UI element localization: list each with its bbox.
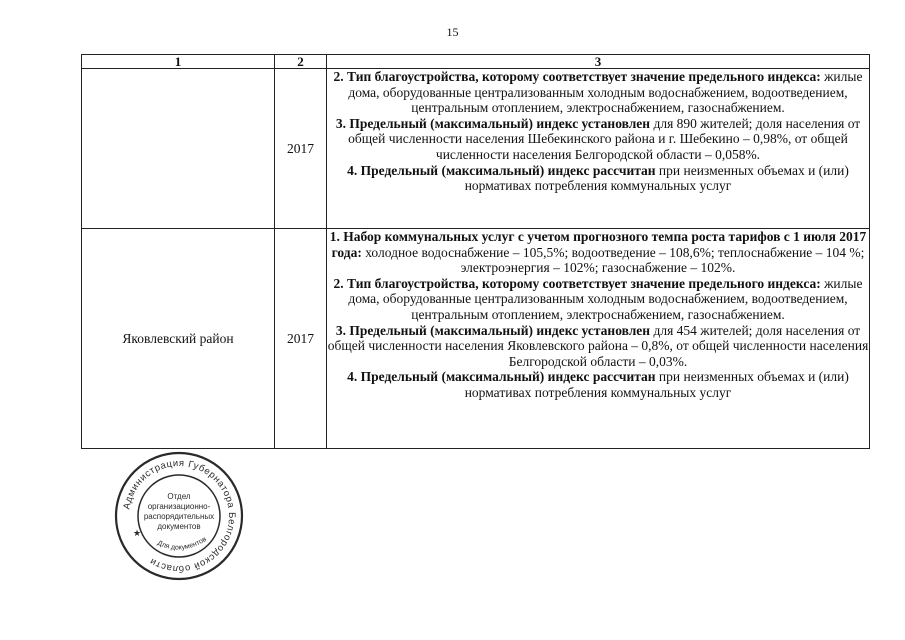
- paragraph-heading: 4. Предельный (максимальный) индекс рассчитан: [347, 162, 656, 178]
- paragraph-heading: 2. Тип благоустройства, которому соответствует значение предельного индекса:: [333, 69, 821, 84]
- page-number: 15: [446, 25, 459, 39]
- stamp-inner-line: распорядительных: [143, 512, 215, 521]
- description-cell: [327, 69, 870, 229]
- paragraph: [327, 369, 869, 400]
- stamp-ring-text: Администрация Губернатора Белгородской области: [121, 457, 238, 575]
- paragraph-text: при неизменных объемах и (или) нормативах потребления коммунальных услуг: [464, 162, 849, 194]
- paragraph-text: для 890 жителей; доля населения от общей численности населения Шебекинского района и г. Шебекино – 0,98%, от общей численности населения Белгородской области – 0,058%.: [348, 115, 861, 162]
- table-row: [82, 69, 870, 229]
- paragraph-heading: 1. Набор коммунальных услуг с учетом прогнозного темпа роста тарифов с 1 июля 2017 года:: [329, 229, 867, 260]
- paragraph-text: жилые дома, оборудованные централизованным холодным водоснабжением, водоотведением, центральным отоплением, электроснабжением, газоснабжением.: [348, 69, 863, 116]
- paragraph-text: при неизменных объемах и (или) нормативах потребления коммунальных услуг: [464, 369, 849, 400]
- paragraph: [327, 116, 869, 163]
- column-header-3: 3: [327, 55, 870, 69]
- paragraph: [327, 276, 869, 323]
- description-cell: [327, 229, 870, 449]
- stamp-bottom-text: Для документов: [156, 535, 208, 552]
- column-header-1: 1: [82, 55, 275, 69]
- stamp-inner-line: документов: [157, 522, 201, 531]
- paragraph: [327, 69, 869, 116]
- paragraph-heading: 3. Предельный (максимальный) индекс установлен: [335, 115, 651, 131]
- year-cell: 2017: [275, 229, 327, 449]
- stamp-inner-line: организационно-: [147, 502, 211, 511]
- column-header-2: 2: [275, 55, 327, 69]
- paragraph: [327, 323, 869, 370]
- table-row: [82, 229, 870, 449]
- stamp-seal-graphic: [113, 450, 245, 582]
- paragraph-text: холодное водоснабжение – 105,5%; водоотведение – 108,6%; теплоснабжение – 104 %; электроэнергия – 102%; газоснабжение – 102%.: [361, 244, 865, 276]
- region-cell: Яковлевский район: [82, 229, 275, 449]
- paragraph-heading: 4. Предельный (максимальный) индекс рассчитан: [347, 369, 656, 385]
- paragraph-heading: 3. Предельный (максимальный) индекс установлен: [335, 322, 651, 338]
- year-cell: 2017: [275, 69, 327, 229]
- stamp-inner-line: Отдел: [167, 492, 191, 501]
- paragraph: [327, 163, 869, 194]
- paragraph: [327, 229, 869, 276]
- document-table: [81, 54, 870, 449]
- stamp-star-icon: ★: [133, 528, 142, 538]
- paragraph-text: жилые дома, оборудованные централизованным холодным водоснабжением, водоотведением, центральным отоплением, электроснабжением, газоснабжением.: [348, 275, 863, 322]
- paragraph-heading: 2. Тип благоустройства, которому соответствует значение предельного индекса:: [333, 275, 821, 291]
- paragraph-text: для 454 жителей; доля населения от общей численности населения Яковлевского района – 0,8%, от общей численности населения Белгородской области – 0,03%.: [327, 322, 869, 369]
- table-header-row: [82, 55, 870, 69]
- official-stamp: [113, 450, 245, 582]
- region-cell: [82, 69, 275, 229]
